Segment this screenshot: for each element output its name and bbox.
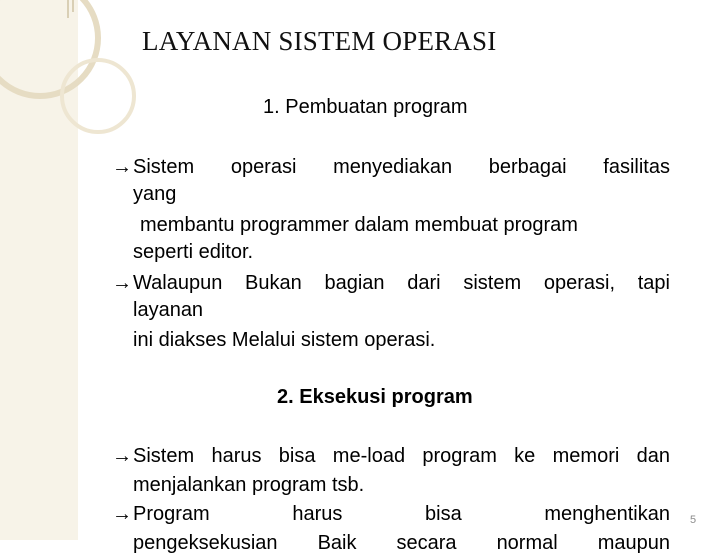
arrow-icon: → <box>112 503 132 525</box>
page-number: 5 <box>690 514 697 526</box>
text-line: seperti editor. <box>133 241 254 263</box>
text-line: →Walaupun Bukan bagian dari sistem operasi, tapi <box>112 272 670 294</box>
text-line: menjalankan program tsb. <box>133 474 365 496</box>
decorative-lines <box>0 0 90 60</box>
page-title: LAYANAN SISTEM OPERASI <box>142 26 497 56</box>
text-line: yang <box>133 183 177 205</box>
text-line: membantu programmer dalam membuat program <box>140 214 578 236</box>
text-line: →Sistem operasi menyediakan berbagai fasilitas <box>112 156 670 178</box>
arrow-icon: → <box>112 272 132 294</box>
arrow-icon: → <box>112 445 132 467</box>
text-line: ini diakses Melalui sistem operasi. <box>133 329 436 351</box>
section-heading-pembuatan-program: 1. Pembuatan program <box>263 96 468 118</box>
text-line: layanan <box>133 299 204 321</box>
text-line: pengeksekusian Baik secara normal maupun <box>133 532 670 554</box>
text-line: →Program harus bisa menghentikan <box>112 503 670 525</box>
text-line: →Sistem harus bisa me-load program ke memori dan <box>112 445 670 467</box>
arrow-icon: → <box>112 156 132 178</box>
section-heading-eksekusi-program: 2. Eksekusi program <box>277 386 473 408</box>
deco-circle-small <box>62 60 134 132</box>
